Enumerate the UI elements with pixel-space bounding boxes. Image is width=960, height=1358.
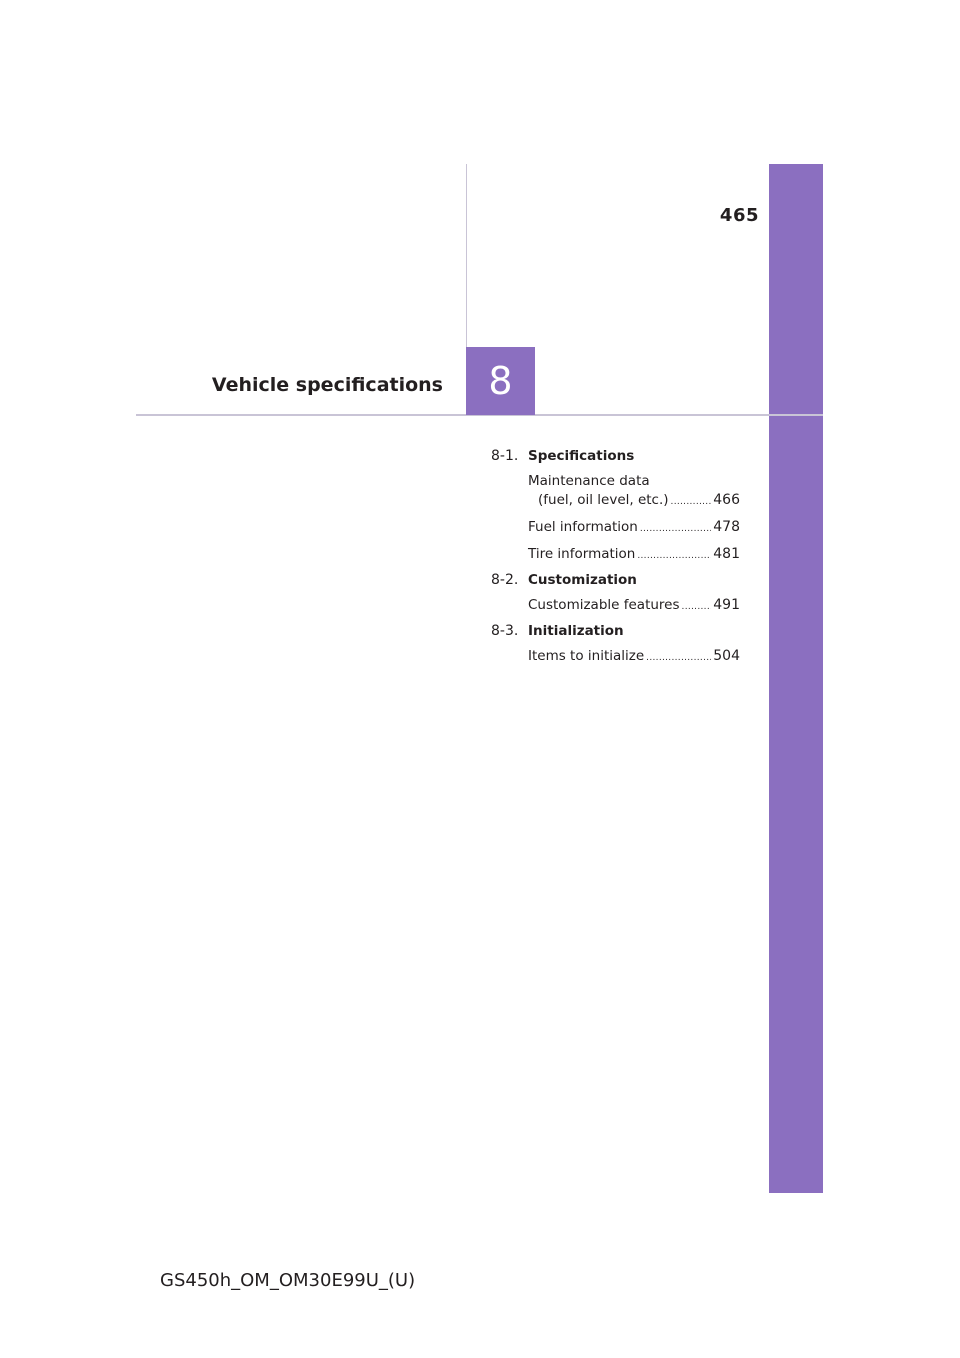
toc-section-title[interactable]: Specifications — [528, 448, 635, 464]
toc-item-page: 466 — [713, 492, 740, 508]
dot-leader — [671, 493, 712, 512]
toc-section-title[interactable]: Initialization — [528, 623, 624, 639]
toc-item-page: 504 — [713, 648, 740, 664]
dot-leader — [640, 520, 711, 539]
chapter-number: 8 — [488, 359, 513, 403]
toc-item-fuel-information[interactable] — [528, 518, 740, 539]
header-vertical-rule — [466, 164, 467, 347]
chapter-number-box — [466, 347, 535, 415]
dot-leader — [682, 598, 712, 617]
toc-item-items-to-initialize[interactable] — [528, 647, 740, 668]
toc-section-number: 8-3. — [491, 623, 519, 639]
toc-item-page: 481 — [713, 546, 740, 562]
toc-item-label: (fuel, oil level, etc.) — [538, 492, 669, 508]
toc-item-label: Customizable features — [528, 597, 680, 613]
toc-item-label-line1: Maintenance data — [528, 473, 650, 489]
toc-section-8-2 — [491, 572, 740, 588]
dot-leader — [646, 649, 711, 668]
toc-item-label: Items to initialize — [528, 648, 645, 664]
chapter-side-tab — [769, 164, 823, 1193]
section-title: Vehicle specifications — [211, 374, 443, 396]
toc-section-number: 8-2. — [491, 572, 519, 588]
toc-item-page: 478 — [713, 519, 740, 535]
toc-item-label: Tire information — [528, 546, 636, 562]
toc-section-8-1 — [491, 448, 740, 464]
document-footer-code: GS450h_OM_OM30E99U_(U) — [160, 1270, 416, 1291]
toc-item-page: 491 — [713, 597, 740, 613]
toc-item-label: Fuel information — [528, 519, 638, 535]
toc-item-tire-information[interactable] — [528, 545, 740, 566]
toc-section-title[interactable]: Customization — [528, 572, 637, 588]
table-of-contents — [491, 448, 740, 674]
page-number: 465 — [719, 205, 759, 226]
toc-item-maintenance-data[interactable] — [528, 472, 740, 512]
toc-section-number: 8-1. — [491, 448, 519, 464]
toc-item-customizable-features[interactable] — [528, 596, 740, 617]
dot-leader — [637, 547, 711, 566]
toc-section-8-3 — [491, 623, 740, 639]
